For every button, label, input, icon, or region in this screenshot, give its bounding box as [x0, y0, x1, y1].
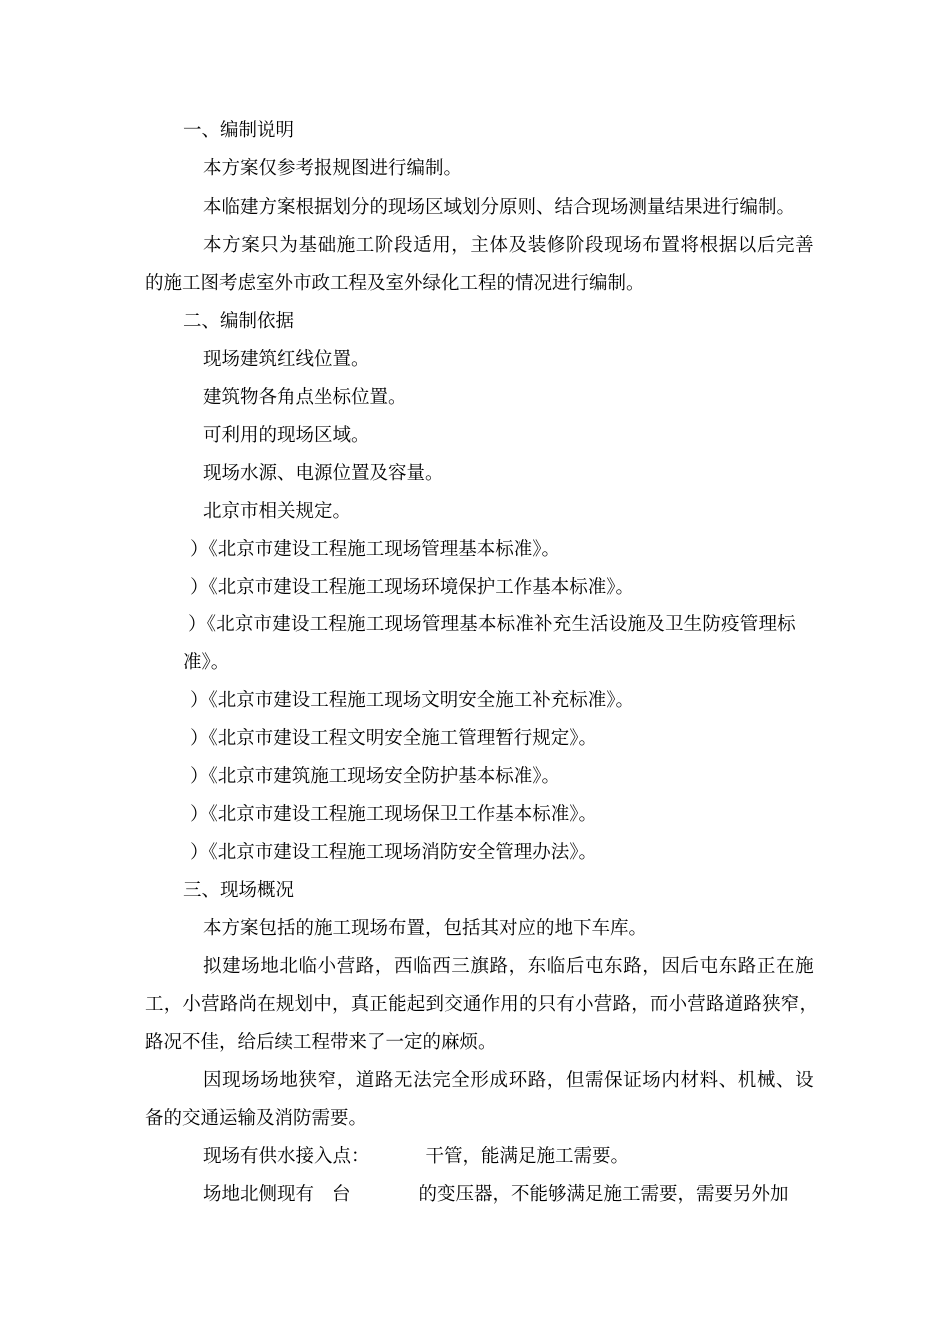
power-supply-part-2: 台 — [332, 1184, 351, 1205]
basis-item-1: 现场建筑红线位置。 — [203, 349, 370, 370]
section-1-paragraph-3-line-2: 的施工图考虑室外市政工程及室外绿化工程的情况进行编制。 — [145, 273, 645, 294]
section-3-paragraph-3-line-2: 备的交通运输及消防需要。 — [145, 1108, 368, 1129]
water-supply-line — [203, 1145, 629, 1169]
section-1-heading: 一、编制说明 — [183, 120, 295, 141]
standard-item-8: ）《北京市建设工程施工现场消防安全管理办法》。 — [190, 842, 598, 863]
basis-item-5: 北京市相关规定。 — [203, 501, 352, 522]
standard-item-3-line-1: ）《北京市建设工程施工现场管理基本标准补充生活设施及卫生防疫管理标 — [188, 614, 796, 635]
water-supply-label: 现场有供水接入点： — [203, 1146, 370, 1167]
basis-item-3: 可利用的现场区域。 — [203, 425, 370, 446]
standard-item-7: ）《北京市建设工程施工现场保卫工作基本标准》。 — [190, 804, 598, 825]
basis-item-2: 建筑物各角点坐标位置。 — [203, 387, 407, 408]
power-supply-part-3: 的变压器，不能够满足施工需要，需要另外加 — [418, 1184, 789, 1205]
section-2-heading: 二、编制依据 — [183, 311, 295, 332]
standard-item-6: ）《北京市建筑施工现场安全防护基本标准》。 — [190, 766, 561, 787]
section-3-paragraph-2-line-3: 路况不佳，给后续工程带来了一定的麻烦。 — [145, 1032, 497, 1053]
section-1-paragraph-2: 本临建方案根据划分的现场区域划分原则、结合现场测量结果进行编制。 — [203, 197, 796, 218]
section-3-paragraph-2-line-1: 拟建场地北临小营路，西临西三旗路，东临后屯东路，因后屯东路正在施 — [203, 956, 815, 977]
standard-item-3-line-2: 准》。 — [183, 652, 230, 673]
power-supply-part-1: 场地北侧现有 — [203, 1184, 315, 1205]
standard-item-2: ）《北京市建设工程施工现场环境保护工作基本标准》。 — [190, 577, 635, 598]
standard-item-1: ）《北京市建设工程施工现场管理基本标准》。 — [190, 539, 561, 560]
power-supply-line — [203, 1183, 789, 1207]
section-3-paragraph-2-line-2: 工，小营路尚在规划中，真正能起到交通作用的只有小营路，而小营路道路狭窄， — [145, 994, 819, 1015]
section-3-paragraph-3-line-1: 因现场场地狭窄，道路无法完全形成环路，但需保证场内材料、机械、设 — [203, 1070, 815, 1091]
standard-item-5: ）《北京市建设工程文明安全施工管理暂行规定》。 — [190, 728, 598, 749]
section-3-paragraph-1: 本方案包括的施工现场布置，包括其对应的地下车库。 — [203, 918, 648, 939]
standard-item-4: ）《北京市建设工程施工现场文明安全施工补充标准》。 — [190, 690, 635, 711]
section-1-paragraph-3-line-1: 本方案只为基础施工阶段适用，主体及装修阶段现场布置将根据以后完善 — [203, 235, 815, 256]
section-1-paragraph-1: 本方案仅参考报规图进行编制。 — [203, 158, 463, 179]
section-3-heading: 三、现场概况 — [183, 880, 295, 901]
basis-item-4: 现场水源、电源位置及容量。 — [203, 463, 444, 484]
water-supply-value: 干管，能满足施工需要。 — [425, 1146, 630, 1167]
